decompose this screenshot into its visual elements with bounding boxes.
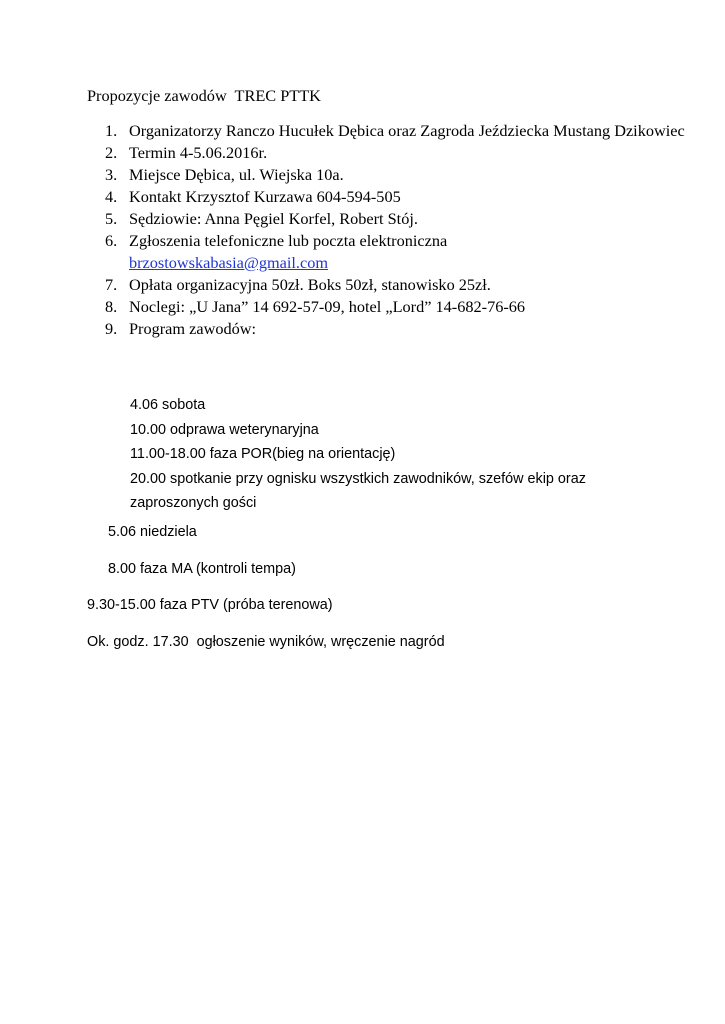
schedule-line: 8.00 faza MA (kontroli tempa) (108, 561, 296, 577)
item-text: Miejsce Dębica, ul. Wiejska 10a. (129, 165, 344, 184)
list-item (105, 142, 685, 164)
item-number: 1. (105, 121, 118, 140)
list-item (105, 186, 685, 208)
list-item (105, 274, 685, 296)
item-number: 6. (105, 231, 118, 250)
list-item (105, 164, 685, 186)
day1-schedule (130, 393, 670, 516)
item-text: Program zawodów: (129, 319, 257, 338)
item-text: Zgłoszenia telefoniczne lub poczta elektroniczna (129, 231, 448, 250)
item-number: 9. (105, 319, 118, 338)
item-number: 4. (105, 187, 118, 206)
item-number: 8. (105, 297, 118, 316)
schedule-line: 9.30-15.00 faza PTV (próba terenowa) (87, 597, 333, 613)
day2-heading: 5.06 niedziela (108, 524, 197, 540)
schedule-line: 10.00 odprawa weterynaryjna (130, 421, 319, 438)
list-item (105, 296, 685, 318)
list-item (105, 208, 685, 230)
schedule-line: 11.00-18.00 faza POR(bieg na orientację) (130, 446, 396, 462)
item-text: Kontakt Krzysztof Kurzawa 604-594-505 (129, 187, 401, 206)
item-number: 3. (105, 165, 118, 184)
item-number: 2. (105, 143, 118, 162)
list-item (105, 230, 685, 274)
list-item (105, 120, 685, 142)
item-number: 5. (105, 209, 118, 228)
item-text: Sędziowie: Anna Pęgiel Korfel, Robert Stój. (129, 209, 418, 228)
numbered-list (105, 120, 685, 340)
day1-heading: 4.06 sobota (130, 397, 206, 413)
item-number: 7. (105, 275, 118, 294)
item-text: Termin 4-5.06.2016r. (129, 143, 268, 162)
list-item (105, 318, 685, 340)
item-text: Noclegi: „U Jana” 14 692-57-09, hotel „Lord” 14-682-76-66 (129, 297, 526, 316)
item-text: Opłata organizacyjna 50zł. Boks 50zł, stanowisko 25zł. (129, 275, 491, 294)
email-link[interactable]: brzostowskabasia@gmail.com (129, 253, 329, 272)
schedule-line: Ok. godz. 17.30 ogłoszenie wyników, wręczenie nagród (87, 634, 445, 650)
schedule-line: 20.00 spotkanie przy ognisku wszystkich zawodników, szefów ekip oraz zaproszonych gości (130, 470, 586, 511)
document-title: Propozycje zawodów TREC PTTK (87, 86, 321, 105)
item-text: Organizatorzy Ranczo Hucułek Dębica oraz Zagroda Jeździecka Mustang Dzikowiec (129, 121, 685, 140)
